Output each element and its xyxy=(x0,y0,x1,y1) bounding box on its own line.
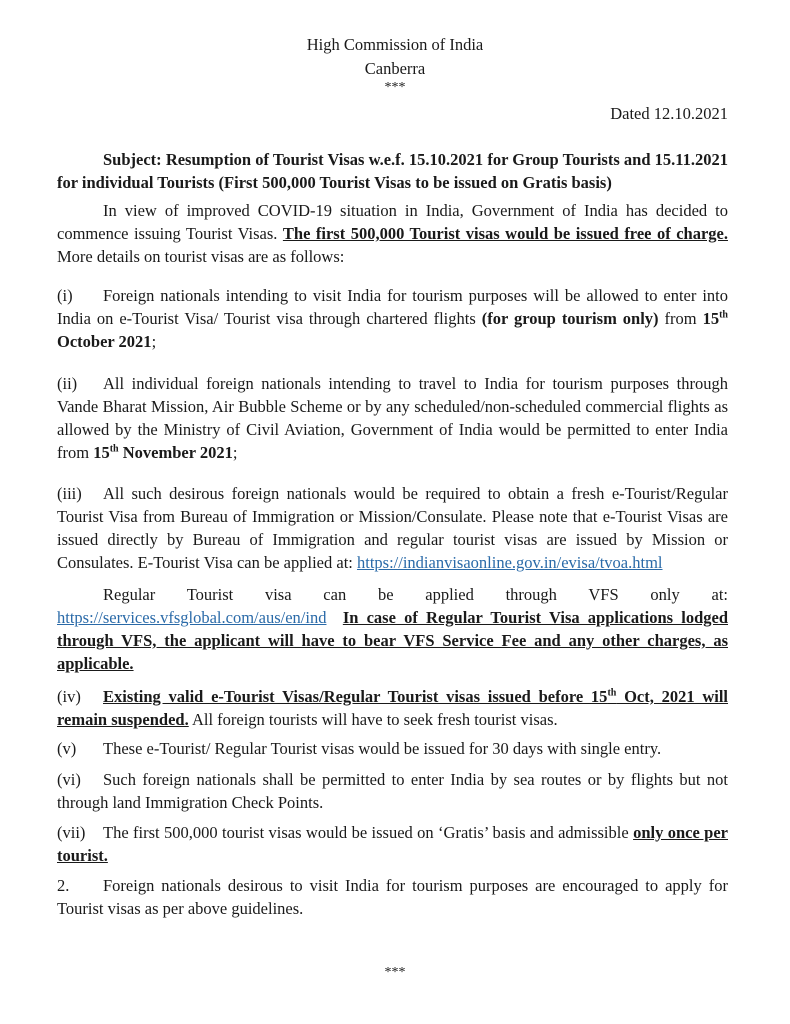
ordinal-suffix: th xyxy=(607,687,617,699)
intro-paragraph xyxy=(57,199,728,268)
item-number: (iv) xyxy=(57,687,81,706)
vfs-fee-notice: In case of Regular Tourist Visa applications lodged through VFS, the applicant will have to bear VFS Service Fee and any other charges, as applicable. xyxy=(57,608,729,673)
paragraph-2 xyxy=(57,874,728,920)
item-iii xyxy=(57,482,728,574)
item-bold: (for group tourism only) xyxy=(481,309,659,328)
item-number: (ii) xyxy=(57,374,78,393)
item-text: All such desirous foreign nationals would be required to obtain a fresh e-Tourist/Regular Tourist Visa from Bureau of Immigration or Mission/Consulate. Please note that e-Tourist Visas are issued directly by Bureau of Immigration and regular tourist visas are issued by Mission or Consulates. E-Tourist Visa can be applied at: xyxy=(57,484,728,572)
item-vii xyxy=(57,821,728,867)
item-text: Such foreign nationals shall be permitted to enter India by sea routes or by flights but not through land Immigration Check Points. xyxy=(57,770,728,812)
intro-highlight: The first 500,000 Tourist visas would be issued free of charge. xyxy=(282,224,728,243)
item-ii xyxy=(57,372,728,464)
item-text: These e-Tourist/ Regular Tourist visas would be issued for 30 days with single entry. xyxy=(103,739,662,758)
item-text: All foreign tourists will have to seek fresh tourist visas. xyxy=(188,710,558,729)
paragraph-text: Foreign nationals desirous to visit India for tourism purposes are encouraged to apply for Tourist visas as per above guidelines. xyxy=(57,876,728,918)
item-text: Regular Tourist visa can be applied through VFS only at: xyxy=(103,585,728,604)
item-bold: only once per tourist. xyxy=(57,823,728,865)
item-text: ; xyxy=(151,332,157,351)
item-text: The first 500,000 tourist visas would be issued on ‘Gratis’ basis and admissible xyxy=(103,823,634,842)
item-text: ; xyxy=(232,443,238,462)
org-name: High Commission of India xyxy=(306,35,484,54)
subject-line: Subject: Resumption of Tourist Visas w.e.f. 15.10.2021 for Group Tourists and 15.11.2021 for individual Tourists (First 500,000 Tourist Visas to be issued on Gratis basis) xyxy=(57,150,728,192)
header-separator: *** xyxy=(384,80,406,95)
paragraph-number: 2. xyxy=(57,876,70,895)
item-i xyxy=(57,284,728,353)
item-bold: Oct, 2021 will remain suspended. xyxy=(57,687,729,729)
item-text: from xyxy=(658,309,703,328)
ordinal-suffix: th xyxy=(719,309,728,321)
item-v xyxy=(57,737,728,760)
ordinal-suffix: th xyxy=(109,443,119,455)
item-number: (vii) xyxy=(57,823,86,842)
regular-visa-paragraph xyxy=(57,583,728,675)
city-name: Canberra xyxy=(364,59,426,78)
item-number: (v) xyxy=(57,739,77,758)
item-bold: 15 xyxy=(702,309,720,328)
item-number: (iii) xyxy=(57,484,82,503)
item-vi xyxy=(57,768,728,814)
item-bold: Existing valid e-Tourist Visas/Regular Tourist visas issued before 15 xyxy=(103,687,608,706)
item-bold: October 2021 xyxy=(57,332,152,351)
intro-text-end: More details on tourist visas are as follows: xyxy=(57,247,345,266)
item-bold: 15 xyxy=(93,443,110,462)
item-text: Foreign nationals intending to visit India for tourism purposes will be allowed to enter into India on e-Tourist Visa/ Tourist visa through chartered flights xyxy=(57,286,728,328)
item-number: (vi) xyxy=(57,770,81,789)
evisa-link[interactable]: https://indianvisaonline.gov.in/evisa/tvoa.html xyxy=(356,553,663,572)
intro-text: In view of improved COVID-19 situation in India, Government of India has decided to commence issuing Tourist Visas. xyxy=(57,201,728,243)
date-line: Dated 12.10.2021 xyxy=(610,104,728,123)
footer-separator: *** xyxy=(384,965,406,980)
item-iv xyxy=(57,685,728,731)
item-text: All individual foreign nationals intending to travel to India for tourism purposes through Vande Bharat Mission, Air Bubble Scheme or by any scheduled/non-scheduled commercial flights as allowed by the Ministry of Civil Aviation, Government of India would be permitted to enter India from xyxy=(57,374,728,462)
vfs-link[interactable]: https://services.vfsglobal.com/aus/en/ind xyxy=(57,608,327,627)
item-bold: November 2021 xyxy=(118,443,233,462)
item-number: (i) xyxy=(57,286,73,305)
